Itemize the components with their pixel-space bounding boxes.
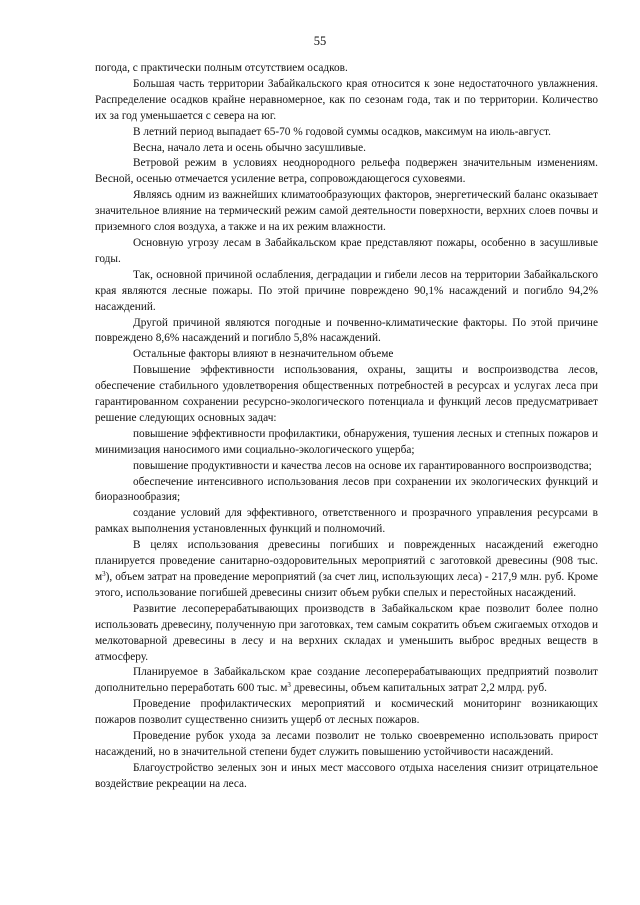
- paragraph: [95, 125, 598, 141]
- paragraph: [95, 538, 598, 602]
- body-text: [95, 61, 598, 793]
- paragraph-text: Другой причиной являются погодные и почвенно-климатические факторы. По этой причине повреждено 8,6% насаждений и погибло 5,8% насаждений.: [95, 316, 598, 345]
- paragraph: [95, 697, 598, 729]
- paragraph: [95, 363, 598, 427]
- paragraph-text: Проведение рубок ухода за лесами позволит не только своевременно использовать прирост насаждений, но в значительной степени будет служить повышению устойчивости насаждений.: [95, 730, 598, 758]
- paragraph: [95, 729, 598, 761]
- paragraph-text: Остальные факторы влияют в незначительном объеме: [133, 348, 394, 361]
- superscript: 3: [102, 570, 106, 578]
- paragraph-text: В летний период выпадает 65-70 % годовой суммы осадков, максимум на июль-август.: [133, 125, 551, 138]
- paragraph: [95, 268, 598, 316]
- paragraph: [95, 427, 598, 459]
- paragraph-text: Весна, начало лета и осень обычно засушливые.: [133, 141, 366, 154]
- paragraph: [95, 602, 598, 666]
- paragraph-text: Благоустройство зеленых зон и иных мест массового отдыха населения снизит отрицательное воздействие рекреации на леса.: [95, 761, 598, 790]
- paragraph-text: повышение эффективности профилактики, обнаружения, тушения лесных и степных пожаров и минимизация наносимого ими социально-экологического ущерба;: [95, 427, 598, 456]
- page-number: 55: [313, 34, 327, 48]
- paragraph: [95, 61, 598, 77]
- paragraph: [95, 316, 598, 348]
- superscript: 3: [287, 681, 291, 690]
- paragraph: [95, 156, 598, 188]
- paragraph-text: Большая часть территории Забайкальского края относится к зоне недостаточного увлажнения. Распределение осадков крайне неравномерное, как по сезонам года, так и по территории. Количество их за год уменьшается с севера на юг.: [95, 77, 598, 122]
- paragraph: [95, 459, 598, 475]
- paragraph-text: древесины, объем капитальных затрат 2,2 млрд. руб.: [290, 682, 547, 695]
- paragraph: [95, 77, 598, 125]
- paragraph-text: создание условий для эффективного, ответственного и прозрачного управления ресурсами в рамках выполнения установленных функций и полномочий.: [95, 507, 598, 536]
- paragraph-text: Повышение эффективности использования, охраны, защиты и воспроизводства лесов, обеспечение стабильного удовлетворения общественных потребностей в ресурсах и услугах леса при гарантированном сохранении ресурсно-экологического потенциала и функций лесов предусматривает решение следующих основных задач:: [95, 364, 598, 424]
- paragraph-text: погода, с практически полным отсутствием осадков.: [95, 62, 348, 74]
- paragraph: [95, 188, 598, 236]
- paragraph: [95, 761, 598, 793]
- paragraph-text: Основную угрозу лесам в Забайкальском крае представляют пожары, особенно в засушливые годы.: [95, 236, 598, 265]
- paragraph: [95, 475, 598, 507]
- paragraph-text: В целях использования древесины погибших и поврежденных насаждений ежегодно планируется проведение санитарно-оздоровительных мероприятий с заготовкой древесины (908 тыс. м: [95, 539, 598, 583]
- paragraph-text: Планируемое в Забайкальском крае создание лесоперерабатывающих предприятий позволит дополнительно переработать 600 тыс. м: [95, 666, 598, 695]
- paragraph-text: Являясь одним из важнейших климатообразующих факторов, энергетический баланс оказывает значительное влияние на термический режим самой деятельности поверхности, верхних слоев почвы и приземного слоя воздуха, а также и на их режим влажности.: [95, 189, 598, 234]
- paragraph: [95, 236, 598, 268]
- paragraph: [95, 665, 598, 697]
- paragraph: [95, 347, 598, 363]
- paragraph: [95, 506, 598, 538]
- paragraph-text: обеспечение интенсивного использования лесов при сохранении их экологических функций и биоразнообразия;: [95, 475, 598, 504]
- paragraph-text: Так, основной причиной ослабления, деградации и гибели лесов на территории Забайкальского края являются лесные пожары. По этой причине повреждено 90,1% насаждений и погибло 94,2% насаждений.: [95, 268, 598, 313]
- paragraph-text: повышение продуктивности и качества лесов на основе их гарантированного воспроизводства;: [133, 459, 592, 472]
- paragraph: [95, 141, 598, 157]
- paragraph-text: ), объем затрат на проведение мероприятий (за счет лиц, использующих леса) - 217,9 млн. руб. Кроме этого, использование погибшей древесины снизит объем рубки спелых и перестойных насаждений.: [95, 571, 598, 599]
- paragraph-text: Проведение профилактических мероприятий и космический мониторинг возникающих пожаров позволит существенно снизить ущерб от лесных пожаров.: [95, 698, 598, 727]
- paragraph-text: Развитие лесоперерабатывающих производств в Забайкальском крае позволит более полно использовать древесину, полученную при заготовках, тем самым сократить объем сжигаемых отходов и мелкотоварной древесины в лесу и на верхних складах и уменьшить выброс вредных веществ в атмосферу.: [95, 602, 598, 663]
- paragraph-text: Ветровой режим в условиях неоднородного рельефа подвержен значительным изменениям. Весной, осенью отмечается усиление ветра, сопровождающегося суховеями.: [95, 157, 598, 186]
